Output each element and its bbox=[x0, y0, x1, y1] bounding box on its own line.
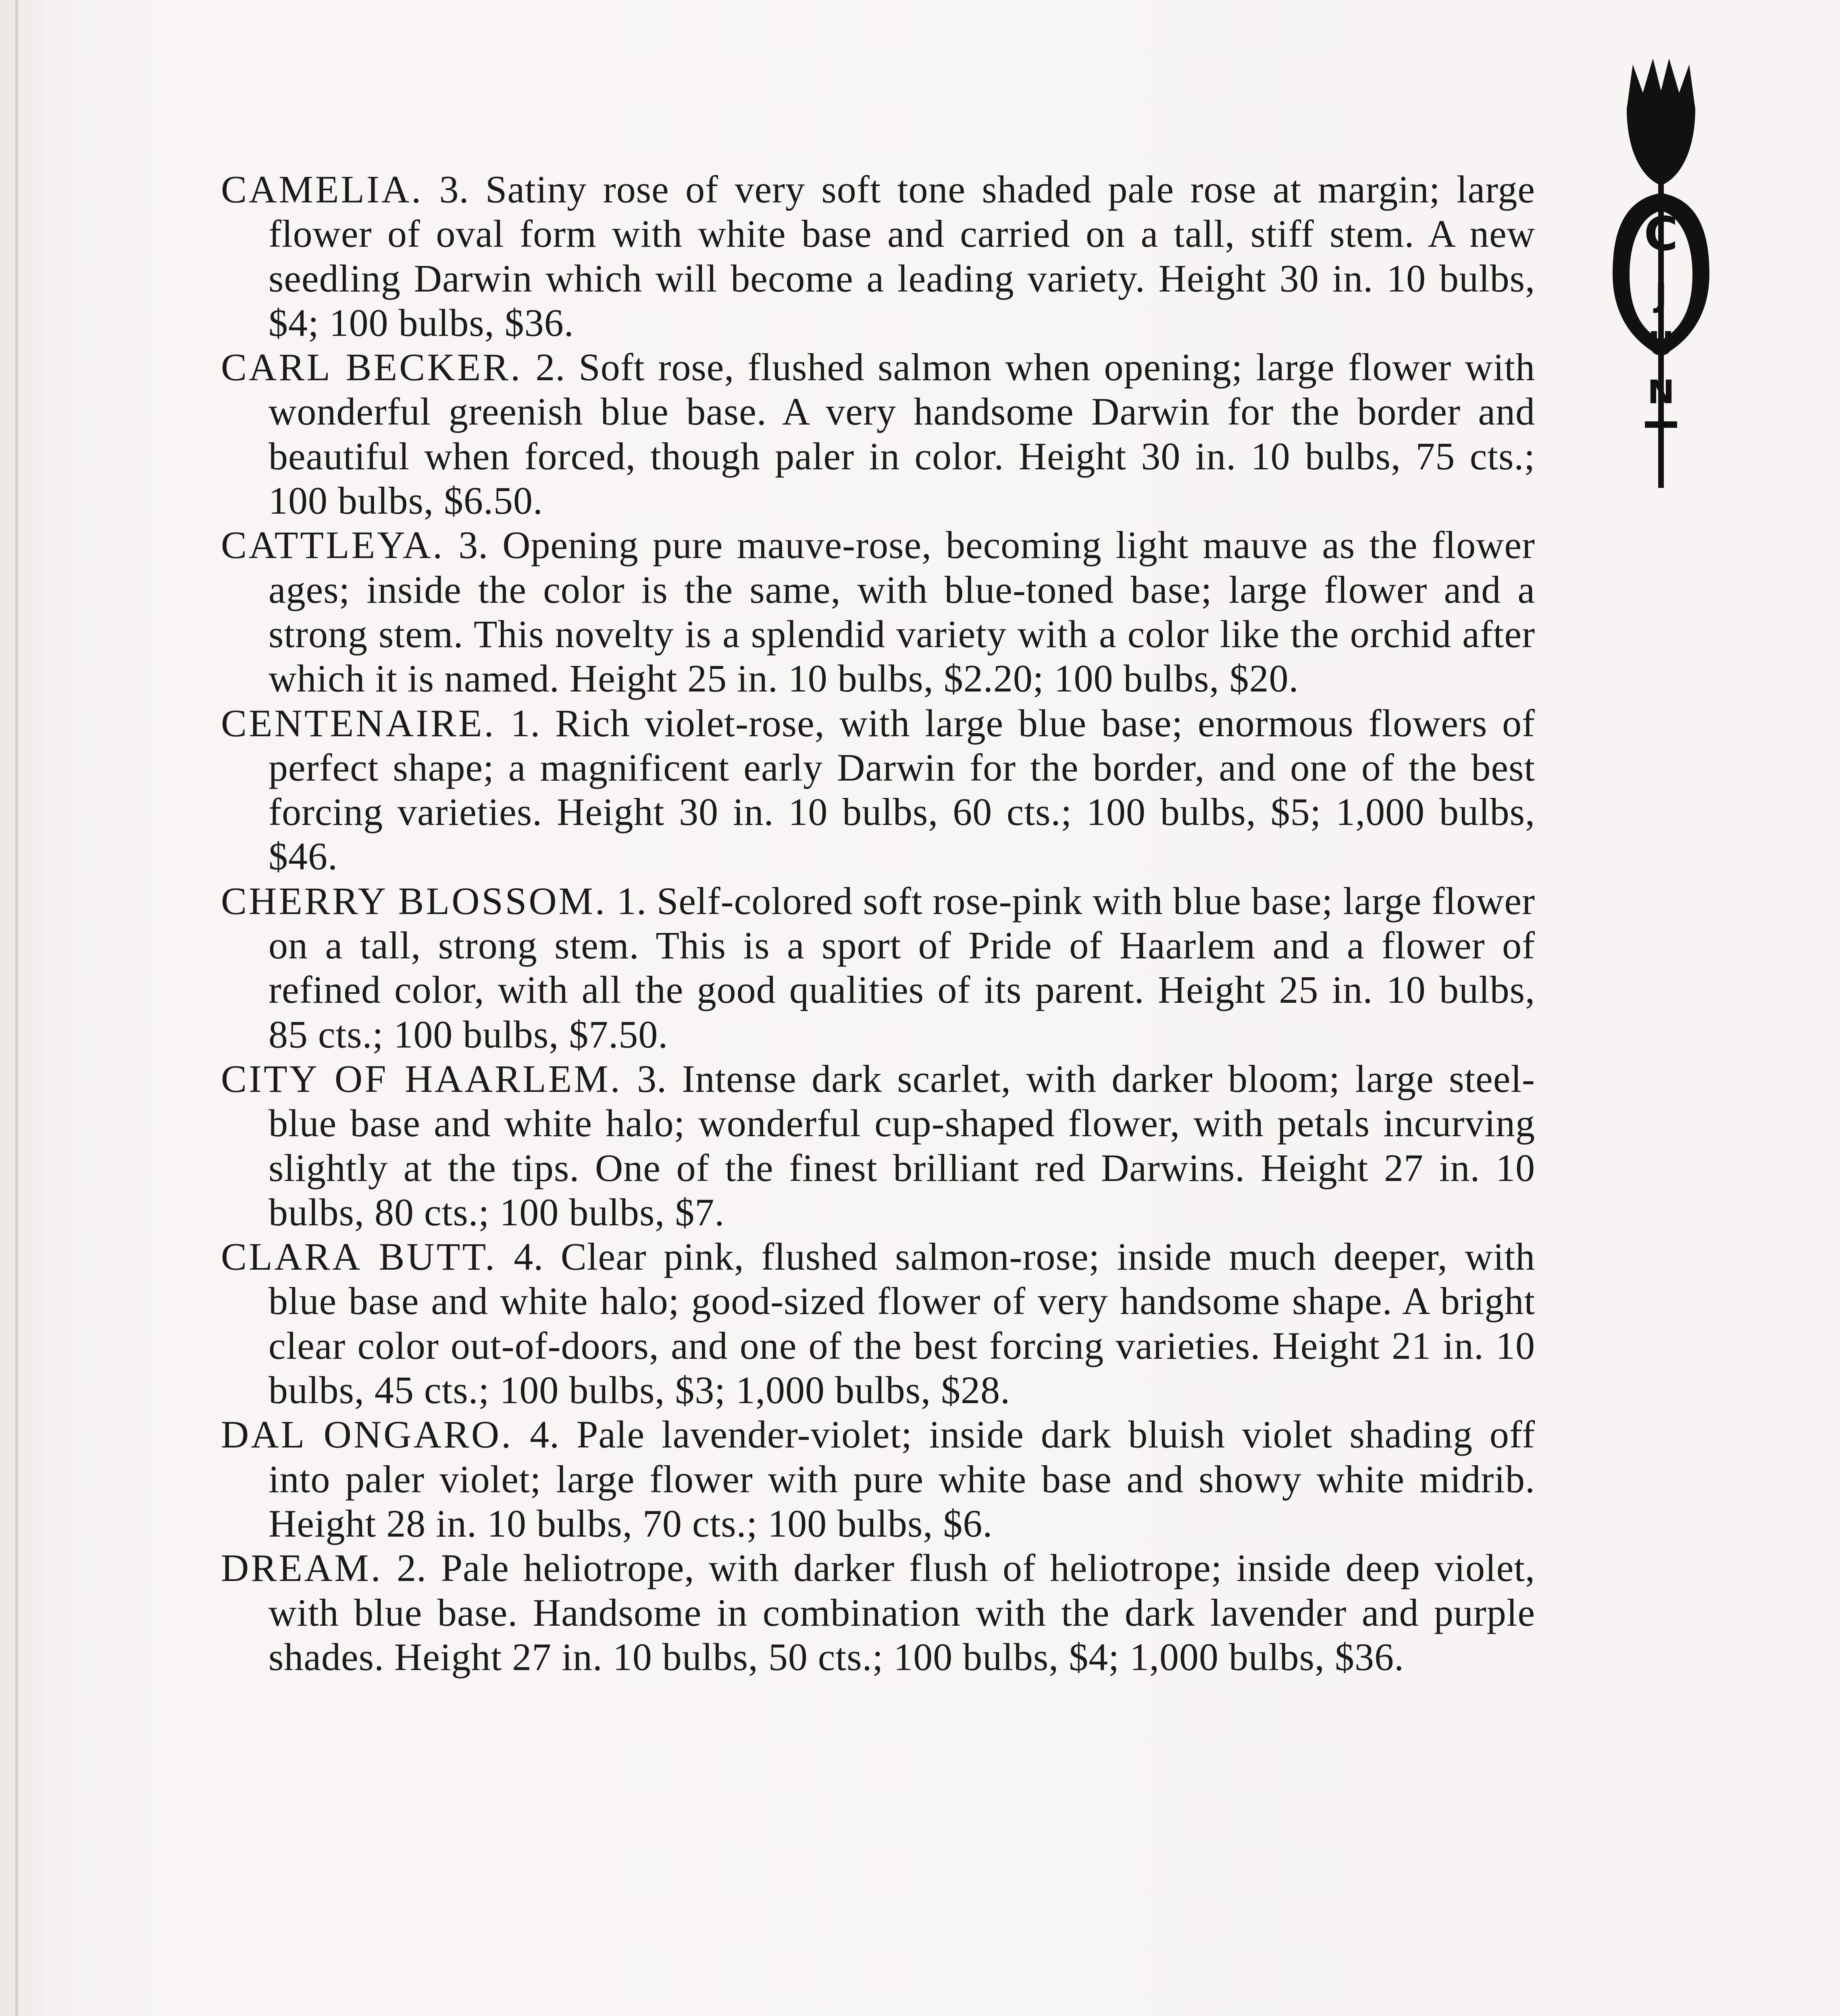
entry-description: 4. Pale lavender-violet; inside dark bluish violet shading off into paler violet; large flower with pure white base and showy white midrib. Height 28 in. 10 bulbs, 70 cts.; 100 bulbs, $6. bbox=[269, 1413, 1535, 1545]
catalog-entry bbox=[221, 1412, 1535, 1546]
catalog-entry bbox=[221, 1235, 1535, 1412]
entry-name: CHERRY BLOSSOM. bbox=[221, 879, 607, 923]
page-gutter bbox=[15, 0, 18, 2016]
catalog-entry bbox=[221, 1546, 1535, 1679]
svg-text:U: U bbox=[1648, 325, 1674, 362]
catalog-entry bbox=[221, 879, 1535, 1057]
entry-description: 1. Self-colored soft rose-pink with blue base; large flower on a tall, strong stem. This is a sport of Pride of Haarlem and a flower of refined color, with all the good qualities of its parent. Height 25 in. 10 bulbs, 85 cts.; 100 bulbs, $7.50. bbox=[269, 879, 1536, 1056]
entry-name: CENTENAIRE. bbox=[221, 701, 496, 745]
entry-name: CITY OF HAARLEM. bbox=[221, 1057, 622, 1100]
entry-description: 2. Pale heliotrope, with darker flush of heliotrope; inside deep violet, with blue base. Handsome in combination with the dark lavender and purple shades. Height 27 in. 10 bulbs, 50 cts.; 100 bulbs, $4; 1,000 bulbs, $36. bbox=[269, 1546, 1535, 1679]
svg-text:N: N bbox=[1647, 373, 1675, 411]
entry-description: 3. Intense dark scarlet, with darker bloom; large steel-blue base and white halo; wonderful cup-shaped flower, with petals incurving slightly at the tips. One of the finest brilliant red Darwins. Height 27 in. 10 bulbs, 80 cts.; 100 bulbs, $7. bbox=[269, 1057, 1536, 1234]
catalog-entry bbox=[221, 345, 1535, 523]
tulip-logo-icon bbox=[1605, 48, 1717, 500]
entry-description: 2. Soft rose, flushed salmon when opening; large flower with wonderful greenish blue base. A very handsome Darwin for the border and beautiful when forced, though paler in color. Height 30 in. 10 bulbs, 75 cts.; 100 bulbs, $6.50. bbox=[269, 346, 1536, 523]
entry-name: CLARA BUTT. bbox=[221, 1235, 497, 1279]
entry-description: 1. Rich violet-rose, with large blue base; enormous flowers of perfect shape; a magnificent early Darwin for the border, and one of the best forcing varieties. Height 30 in. 10 bulbs, 60 cts.; 100 bulbs, $5; 1,000 bulbs, $46. bbox=[269, 701, 1535, 878]
svg-text:C: C bbox=[1644, 207, 1678, 261]
entry-description: 3. Opening pure mauve-rose, becoming light mauve as the flower ages; inside the color is the same, with blue-toned base; large flower and a strong stem. This novelty is a splendid variety with a color like the orchid after which it is named. Height 25 in. 10 bulbs, $2.20; 100 bulbs, $20. bbox=[269, 523, 1535, 700]
entry-description: 4. Clear pink, flushed salmon-rose; inside much deeper, with blue base and white halo; good-sized flower of very handsome shape. A bright clear color out-of-doors, and one of the best forcing varieties. Height 21 in. 10 bulbs, 45 cts.; 100 bulbs, $3; 1,000 bulbs, $28. bbox=[269, 1235, 1536, 1412]
svg-text:J: J bbox=[1655, 277, 1667, 314]
catalog-entry bbox=[221, 523, 1535, 701]
catalog-entry bbox=[221, 701, 1535, 879]
entry-name: CAMELIA. bbox=[221, 168, 423, 211]
tulip-catalog-list bbox=[221, 167, 1535, 1679]
entry-description: 3. Satiny rose of very soft tone shaded pale rose at margin; large flower of oval form with white base and carried on a tall, stiff stem. A new seedling Darwin which will become a leading variety. Height 30 in. 10 bulbs, $4; 100 bulbs, $36. bbox=[269, 168, 1535, 344]
entry-name: DAL ONGARO. bbox=[221, 1413, 513, 1456]
entry-name: DREAM. bbox=[221, 1546, 383, 1590]
entry-name: CARL BECKER. bbox=[221, 346, 522, 389]
entry-name: CATTLEYA. bbox=[221, 523, 445, 567]
catalog-entry bbox=[221, 167, 1535, 345]
catalog-entry bbox=[221, 1057, 1535, 1235]
